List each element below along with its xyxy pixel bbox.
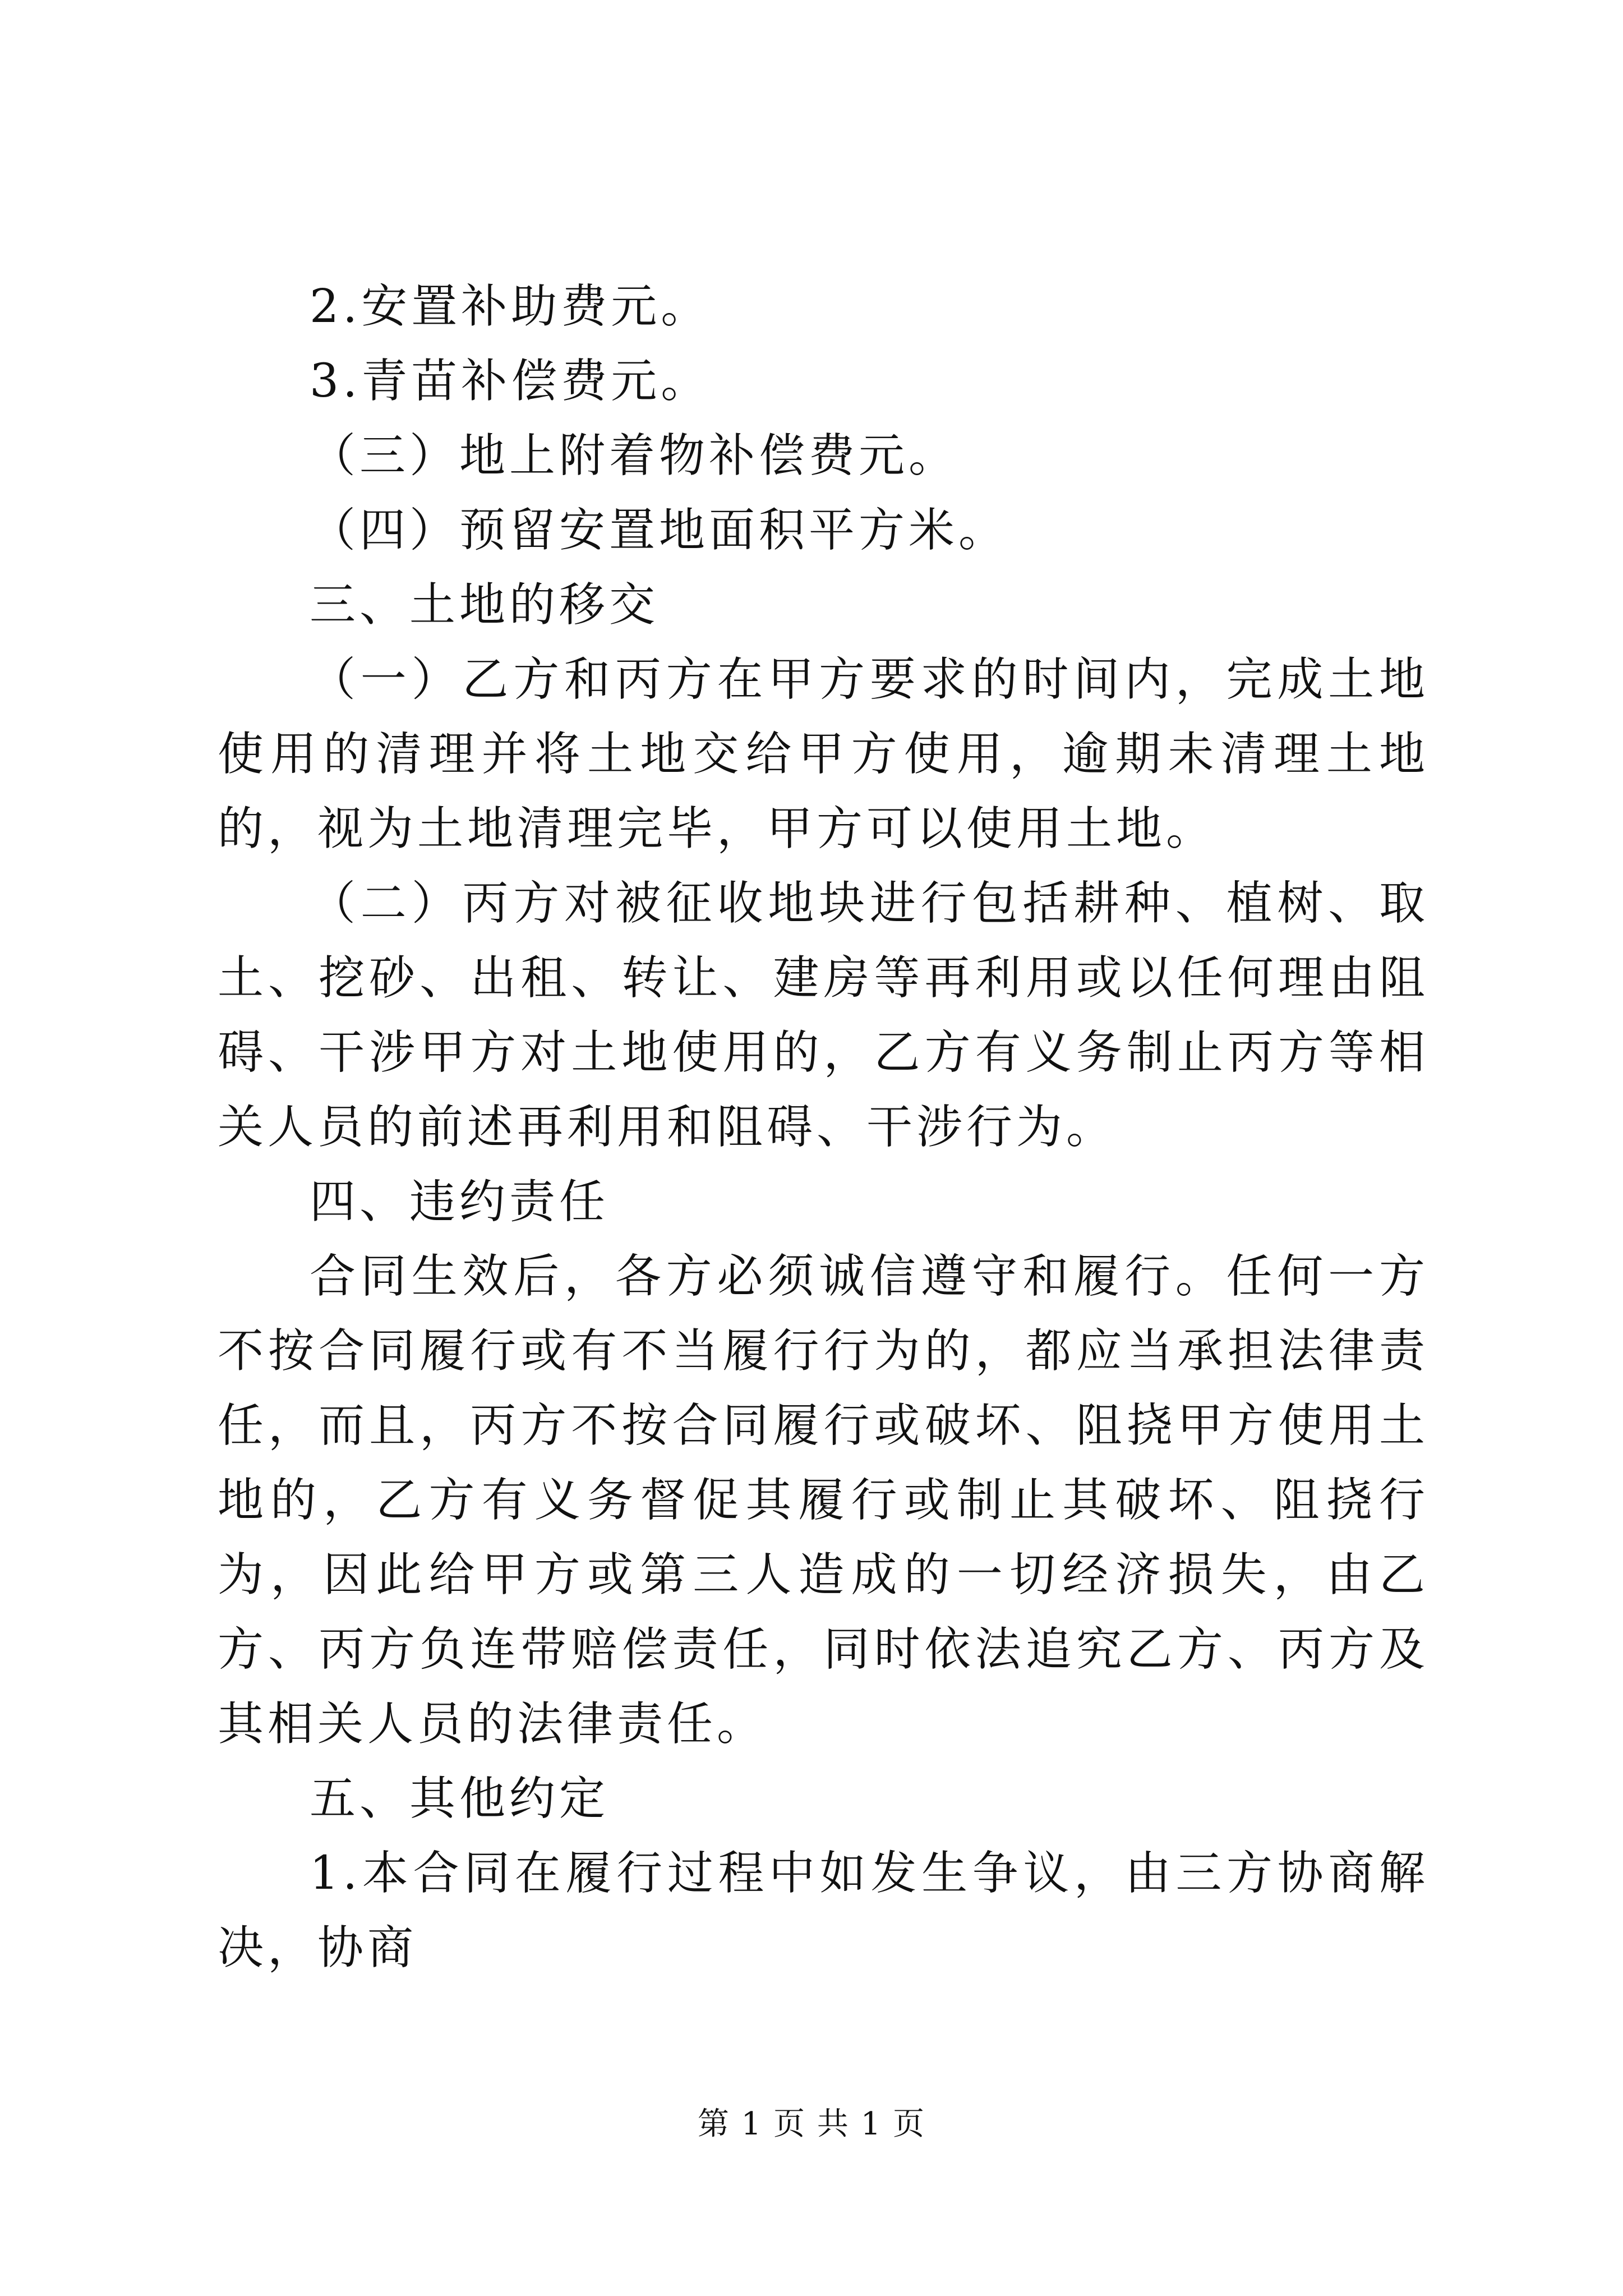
clause-breach-liability: 合同生效后，各方必须诚信遵守和履行。任何一方不按合同履行或有不当履行行为的，都应当承担法律责任，而且，丙方不按合同履行或破坏、阻挠甲方使用土地的，乙方有义务督促其履行或制止其破坏、阻挠行为，因此给甲方或第三人造成的一切经济损失，由乙方、丙方负连带赔偿责任，同时依法追究乙方、丙方及其相关人员的法律责任。	[218, 1250, 1429, 1751]
page-footer: 第 1 页 共 1 页	[697, 2106, 926, 2142]
clause-dispute-resolution: 1.本合同在履行过程中如发生争议，由三方协商解决，协商	[218, 1847, 1429, 1975]
item-crop-compensation: 3.青苗补偿费元。	[310, 355, 711, 408]
item-placement-subsidy: 2.安置补助费元。	[310, 280, 711, 333]
section-heading-other-terms: 五、其他约定	[310, 1772, 610, 1825]
document-body	[218, 269, 1429, 1985]
clause-no-interference: （二）丙方对被征收地块进行包括耕种、植树、取土、挖砂、出租、转让、建房等再利用或以任何理由阻碍、干涉甲方对土地使用的，乙方有义务制止丙方等相关人员的前述再利用和阻碍、干涉行为。	[218, 877, 1429, 1154]
section-heading-liability: 四、违约责任	[310, 1175, 610, 1228]
section-heading-land-transfer: 三、土地的移交	[310, 578, 660, 632]
clause-land-clearing: （一）乙方和丙方在甲方要求的时间内，完成土地使用的清理并将土地交给甲方使用，逾期未清理土地的，视为土地清理完毕，甲方可以使用土地。	[218, 653, 1429, 855]
item-attachment-compensation: （三）地上附着物补偿费元。	[310, 429, 959, 482]
item-reserved-land-area: （四）预留安置地面积平方米。	[310, 504, 1009, 557]
